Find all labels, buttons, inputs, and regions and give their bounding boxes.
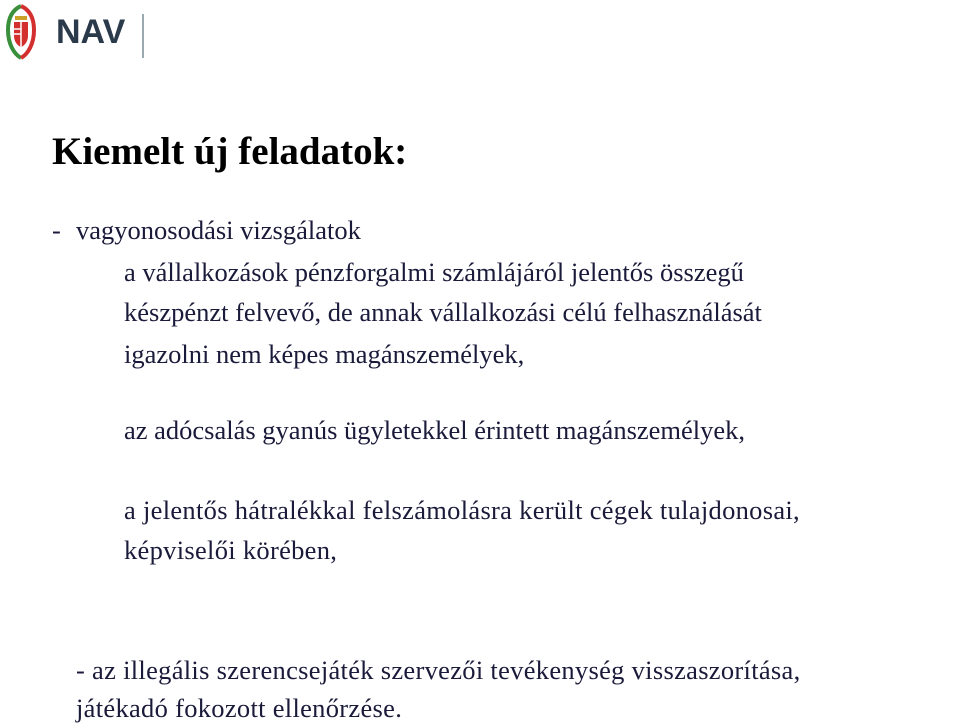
- logo-text: NAV: [56, 13, 126, 51]
- bullet-dash: -: [52, 215, 61, 245]
- nav-logo: [0, 0, 180, 64]
- text-line: játékadó fokozott ellenőrzése.: [76, 693, 403, 723]
- text-line: képviselői körében,: [124, 535, 338, 565]
- hungarian-coat-of-arms-icon: [4, 4, 38, 60]
- slide-title: Kiemelt új feladatok:: [52, 130, 408, 173]
- text-line: a vállalkozások pénzforgalmi számlájáról jelentős összegű: [124, 257, 744, 287]
- text-line: készpénzt felvevő, de annak vállalkozási célú felhasználását: [124, 297, 762, 327]
- text-line: - az illegális szerencsejáték szervezői tevékenység visszaszorítása,: [76, 655, 801, 685]
- logo-divider: [142, 14, 144, 58]
- text-line: az adócsalás gyanús ügyletekkel érintett magánszemélyek,: [124, 415, 746, 445]
- text-line: a jelentős hátralékkal felszámolásra került cégek tulajdonosai,: [124, 495, 800, 525]
- item-heading: vagyonosodási vizsgálatok: [76, 215, 361, 245]
- text-line: igazolni nem képes magánszemélyek,: [124, 339, 525, 369]
